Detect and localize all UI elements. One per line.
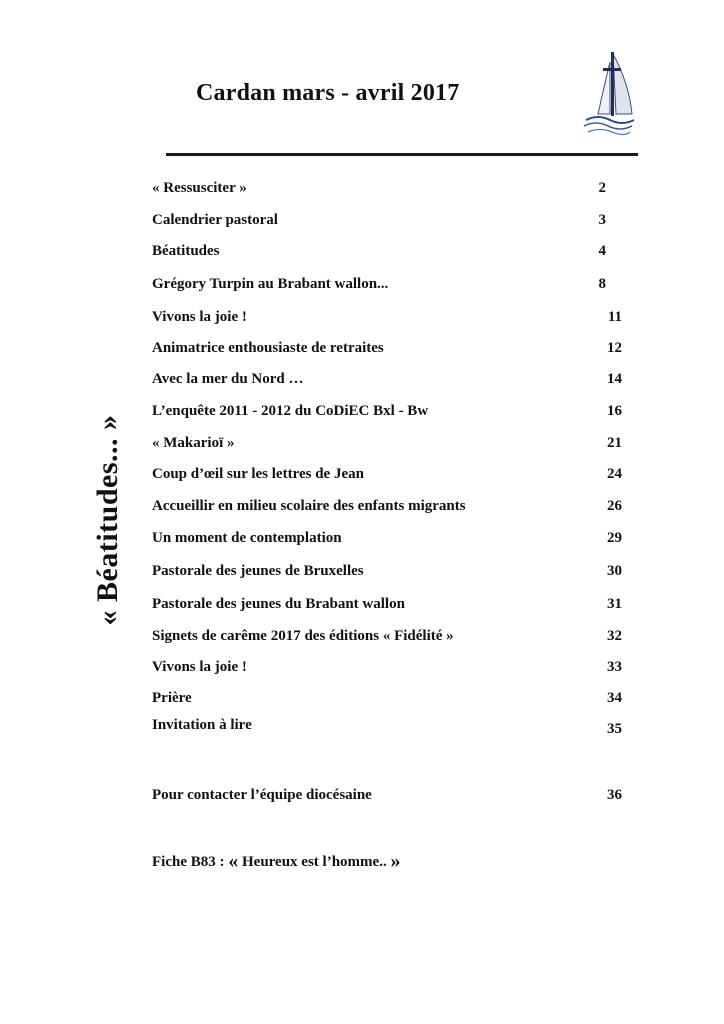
toc-entry: [152, 212, 622, 234]
toc-entry-title: Pastorale des jeunes du Brabant wallon: [152, 596, 405, 612]
toc-entry-page: 36: [607, 787, 622, 803]
toc-entry-title: Invitation à lire: [152, 717, 252, 733]
toc-entry: [152, 530, 622, 552]
footer-text: Heureux est l’homme..: [238, 854, 391, 870]
toc-entry-page: 4: [598, 243, 606, 259]
toc-entry-page: 8: [598, 276, 606, 292]
side-title: « Béatitudes... »: [91, 414, 124, 626]
toc-entry-page: 12: [607, 340, 622, 356]
toc-entry-page: 30: [607, 563, 622, 579]
toc-entry-page: 11: [607, 309, 622, 325]
footer-close-quote: »: [390, 850, 401, 872]
toc-entry-title: Calendrier pastoral: [152, 212, 278, 228]
toc-entry-page: 35: [607, 721, 622, 737]
toc-entry-title: Béatitudes: [152, 243, 220, 259]
toc-entry-page: 29: [607, 530, 622, 546]
toc-entry: [152, 403, 622, 425]
footer-prefix: Fiche B83 :: [152, 854, 229, 870]
toc-entry: [152, 276, 622, 298]
toc-entry: [152, 309, 622, 331]
toc-entry-page: 33: [607, 659, 622, 675]
toc-entry-title: Animatrice enthousiaste de retraites: [152, 340, 384, 356]
toc-entry: [152, 659, 622, 681]
toc-entry-page: 26: [607, 498, 622, 514]
toc-entry: [152, 498, 622, 520]
toc-entry: [152, 371, 622, 393]
toc-entry: [152, 690, 622, 712]
toc-entry-page: 34: [607, 690, 622, 706]
toc-entry-title: Signets de carême 2017 des éditions « Fidélité »: [152, 628, 454, 644]
toc-entry-title: Grégory Turpin au Brabant wallon...: [152, 276, 389, 292]
page-title: Cardan mars - avril 2017: [196, 80, 460, 106]
toc-entry-page: 3: [598, 212, 606, 228]
toc-entry-page: 14: [607, 371, 622, 387]
toc-entry: [152, 243, 622, 265]
toc-entry-title: Un moment de contemplation: [152, 530, 342, 546]
toc-entry-title: Vivons la joie !: [152, 309, 247, 325]
toc-entry-page: 16: [607, 403, 622, 419]
toc-entry: [152, 563, 622, 585]
toc-entry: [152, 717, 622, 739]
toc-entry: [152, 628, 622, 650]
footer-fiche: [152, 850, 400, 873]
toc-entry-title: « Makarioï »: [152, 435, 235, 451]
toc-entry-title: Vivons la joie !: [152, 659, 247, 675]
toc-entry-title: « Ressusciter »: [152, 180, 247, 196]
toc-entry: [152, 596, 622, 618]
toc-entry-title: Pour contacter l’équipe diocésaine: [152, 787, 372, 803]
toc-entry-page: 21: [607, 435, 622, 451]
toc-entry-title: Prière: [152, 690, 192, 706]
toc-entry-title: Avec la mer du Nord …: [152, 371, 304, 387]
toc-entry-page: 24: [607, 466, 622, 482]
toc-entry-title: Accueillir en milieu scolaire des enfants migrants: [152, 498, 466, 514]
toc-entry: [152, 340, 622, 362]
toc-entry: [152, 180, 622, 202]
toc-entry-page: 32: [607, 628, 622, 644]
toc-entry-page: 2: [598, 180, 606, 196]
toc-entry: [152, 787, 622, 809]
footer-open-quote: «: [228, 850, 239, 872]
toc-entry: [152, 466, 622, 488]
toc-entry-title: Coup d’œil sur les lettres de Jean: [152, 466, 364, 482]
toc-entry-title: Pastorale des jeunes de Bruxelles: [152, 563, 364, 579]
toc-entry-page: 31: [607, 596, 622, 612]
toc-entry: [152, 435, 622, 457]
toc-entry-title: L’enquête 2011 - 2012 du CoDiEC Bxl - Bw: [152, 403, 429, 419]
